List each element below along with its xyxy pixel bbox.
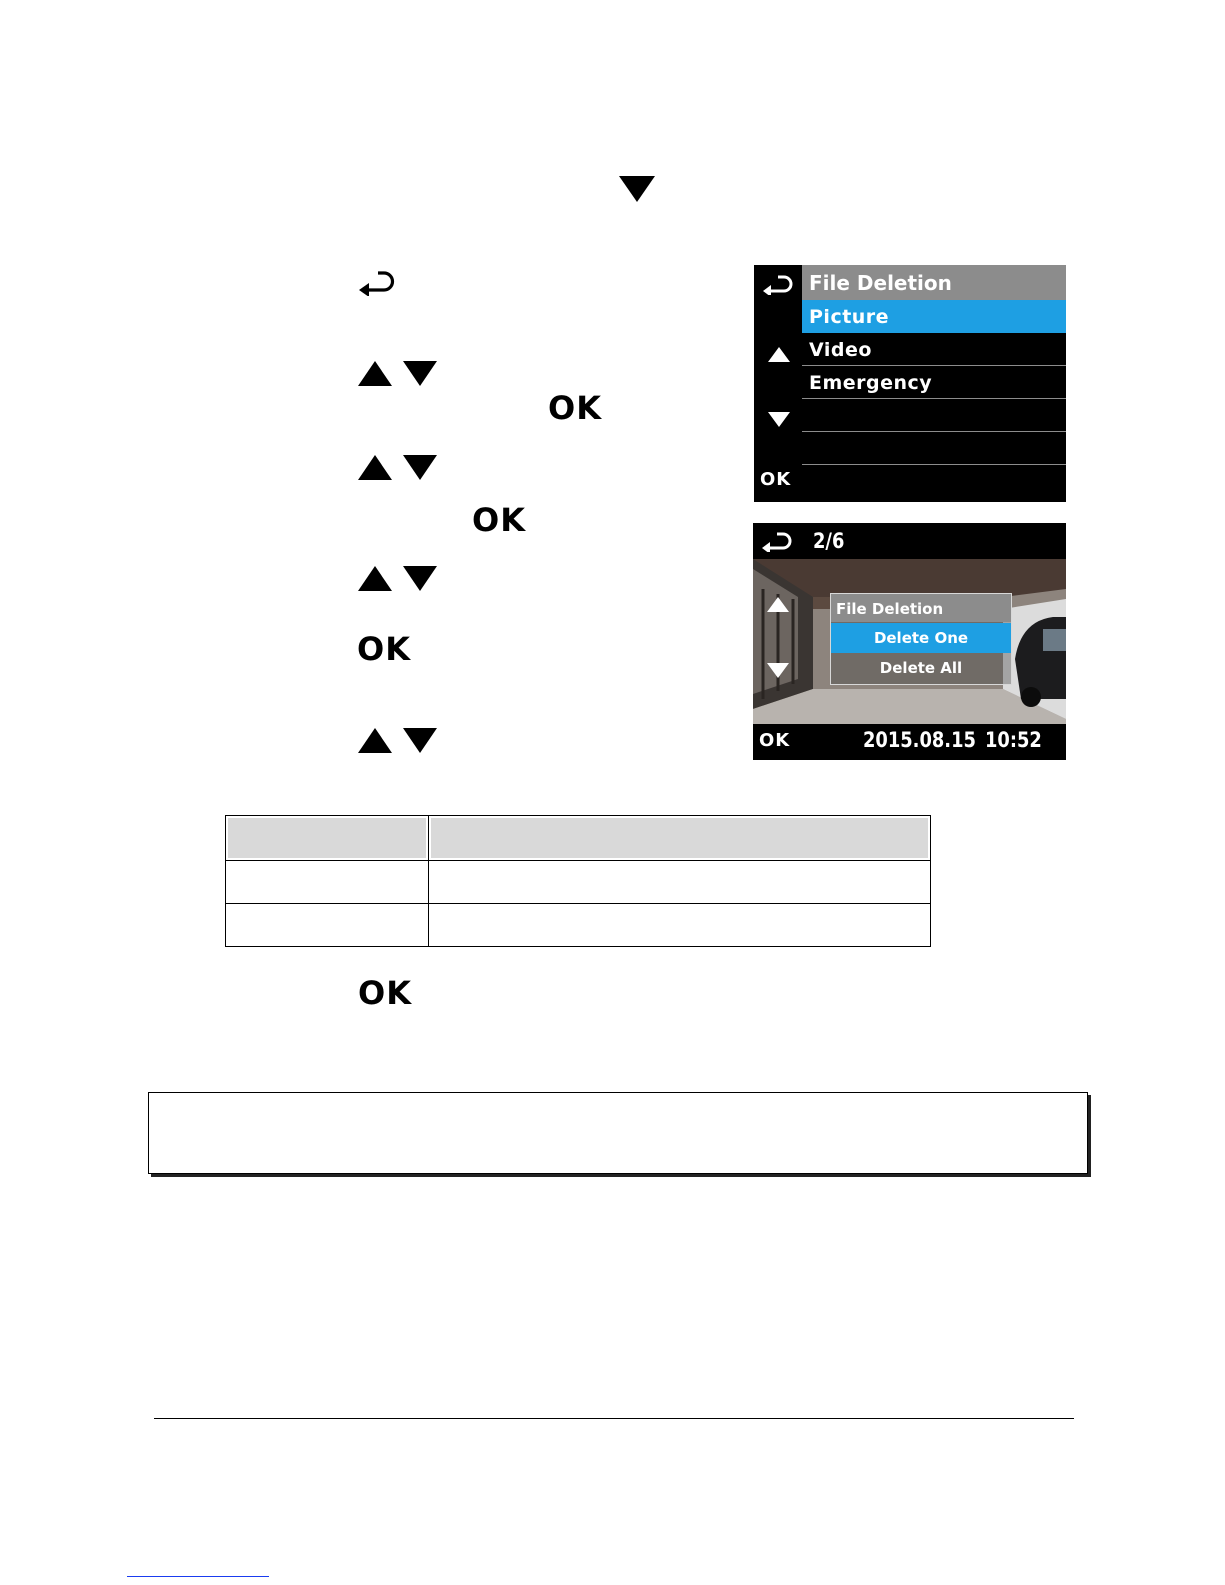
table-header-row	[226, 816, 931, 861]
playback-time: 10:52	[985, 728, 1042, 752]
back-icon[interactable]	[761, 532, 793, 552]
ok-icon[interactable]: OK	[760, 469, 792, 490]
up-icon[interactable]	[767, 597, 789, 612]
down-arrow-icon	[619, 176, 655, 202]
table-row	[226, 861, 931, 904]
ok-button-glyph: OK	[548, 389, 602, 427]
table-cell	[429, 904, 931, 947]
table-header-cell	[429, 816, 931, 861]
table-cell	[429, 861, 931, 904]
return-arrow-icon	[358, 270, 396, 296]
ok-button-glyph: OK	[472, 501, 526, 539]
menu-item-video[interactable]: Video	[802, 333, 1066, 366]
ok-icon[interactable]: OK	[759, 730, 791, 751]
down-icon[interactable]	[767, 663, 789, 678]
footer-divider	[154, 1418, 1074, 1419]
ok-button-glyph: OK	[357, 630, 411, 668]
up-arrow-icon	[358, 728, 392, 753]
table-cell	[226, 904, 429, 947]
down-arrow-icon	[403, 566, 437, 591]
table-cell	[226, 861, 429, 904]
popup-title: File Deletion	[831, 594, 1011, 622]
down-arrow-icon	[403, 361, 437, 386]
bottom-link-underline	[127, 1576, 269, 1577]
file-deletion-menu-screen	[754, 265, 1066, 502]
down-icon[interactable]	[768, 412, 790, 427]
playback-top-bar	[753, 523, 1066, 559]
menu-side-column	[754, 265, 802, 502]
file-counter: 2/6	[813, 529, 845, 553]
menu-item-picture[interactable]: Picture	[802, 300, 1066, 333]
up-arrow-icon	[358, 361, 392, 386]
playback-delete-screen	[753, 523, 1066, 760]
up-arrow-icon	[358, 455, 392, 480]
up-icon[interactable]	[768, 347, 790, 362]
playback-date: 2015.08.15	[863, 728, 976, 752]
menu-item-emergency[interactable]: Emergency	[802, 366, 1066, 399]
delete-popup	[830, 593, 1012, 685]
delete-one-option[interactable]: Delete One	[831, 623, 1011, 653]
menu-item-empty	[802, 399, 1066, 432]
table-header-cell	[226, 816, 429, 861]
table-row	[226, 904, 931, 947]
back-icon[interactable]	[762, 275, 794, 295]
menu-title: File Deletion	[802, 265, 1066, 300]
options-table	[225, 815, 931, 947]
down-arrow-icon	[403, 728, 437, 753]
up-arrow-icon	[358, 566, 392, 591]
note-box	[148, 1092, 1088, 1174]
delete-all-option[interactable]: Delete All	[879, 659, 963, 677]
down-arrow-icon	[403, 455, 437, 480]
ok-button-glyph: OK	[358, 974, 412, 1012]
menu-item-empty	[802, 432, 1066, 465]
